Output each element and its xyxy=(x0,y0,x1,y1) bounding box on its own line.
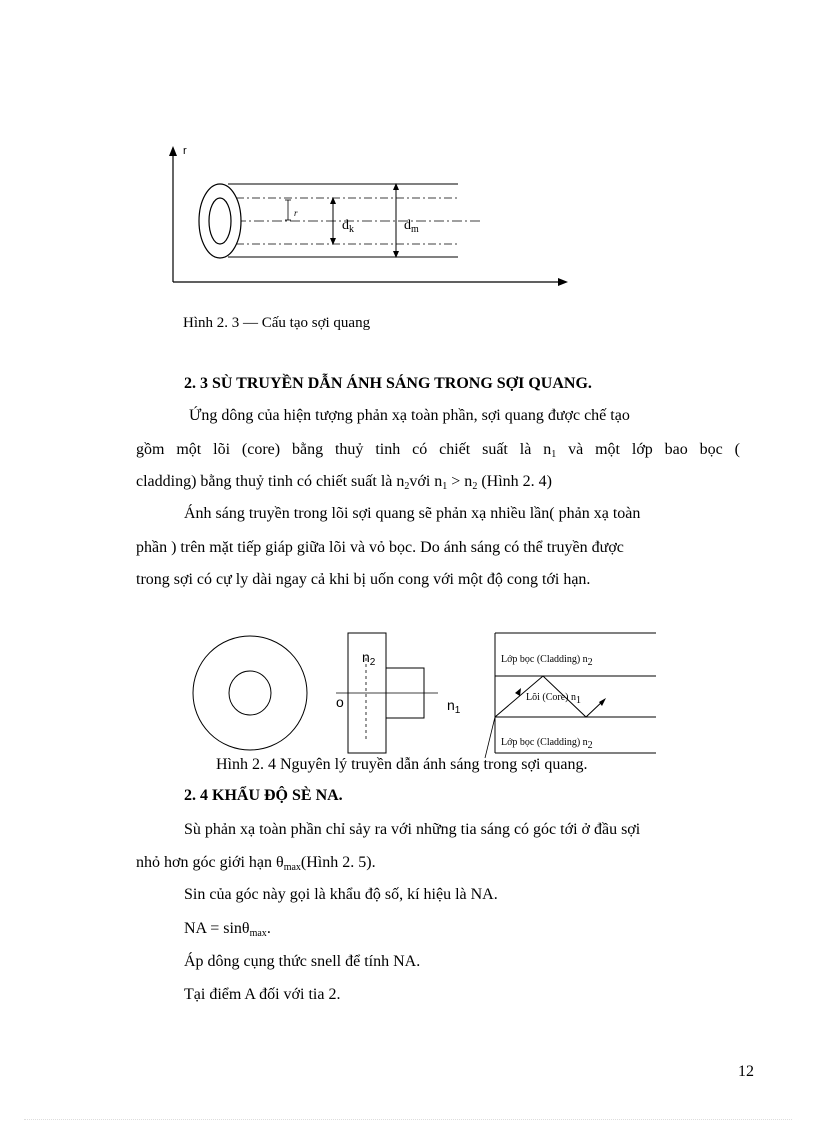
page-number: 12 xyxy=(738,1063,754,1080)
na-formula: NA = sinθ$_{max}$. xyxy=(184,920,271,939)
figure-2-3 xyxy=(150,140,580,300)
svg-text:r: r xyxy=(294,208,298,218)
cladding-top-label: Lớp bọc (Cladding) $n_2$ xyxy=(501,654,593,668)
origin-label: o xyxy=(336,694,344,710)
para-1-line-3: cladding) bằng thuỷ tinh có chiết suất là $n_2với$ $n_1 > n_2$ (Hình 2. 4) xyxy=(136,473,552,492)
n1-label: $n_1$ xyxy=(447,697,461,716)
para-2-line-2: phần ) trên mặt tiếp giáp giữa lõi và vỏ bọc. Do ánh sáng có thể truyền được xyxy=(136,539,624,556)
para-2-line-3: trong sợi có cự ly dài ngay cả khi bị uốn cong với một độ cong tới hạn. xyxy=(136,571,591,588)
para-2-line-1: Ánh sáng truyền trong lõi sợi quang sẽ phản xạ nhiều lần( phản xạ toàn xyxy=(184,505,641,522)
figure-2-3-caption: Hình 2. 3 — Cấu tạo sợi quang xyxy=(183,315,371,331)
na-line-3: Sin của góc này gọi là khẩu độ số, kí hiệu là NA. xyxy=(184,886,498,903)
n2-label: $n_2$ xyxy=(362,649,376,668)
section-2-4-heading: 2. 4 KHẨU ĐỘ SÈ NA. xyxy=(184,787,343,804)
page-bottom-rule xyxy=(24,1119,792,1120)
para-1-line-2: gồm một lõi (core) bằng thuỷ tinh có chiết suất là $n_1$ và một lớp bao bọc ( xyxy=(136,441,740,460)
dk-label: $d_k$ xyxy=(342,218,354,235)
na-line-2: nhỏ hơn góc giới hạn $\theta_{max}(Hình$ 2. 5). xyxy=(136,854,376,873)
na-line-6: Tại điểm A đối với tia 2. xyxy=(184,986,341,1003)
cladding-bottom-label: Lớp bọc (Cladding) $n_2$ xyxy=(501,737,593,751)
para-1-line-1: Ứng dông của hiện tượng phản xạ toàn phần, sợi quang được chế tạo xyxy=(189,407,630,424)
figure-2-4-caption: Hình 2. 4 Nguyên lý truyền dẫn ánh sáng trong sợi quang. xyxy=(216,756,588,773)
section-2-3-heading: 2. 3 SÙ TRUYỀN DẪN ÁNH SÁNG TRONG SỢI QUANG. xyxy=(184,375,592,392)
na-line-5: Áp dông cụng thức snell để tính NA. xyxy=(184,953,421,970)
figure-2-4 xyxy=(190,630,660,760)
core-label: Lõi (Core) $n_1$ xyxy=(526,692,581,706)
fiber-structure-diagram xyxy=(150,140,580,300)
axis-r-label: r xyxy=(183,145,187,157)
na-line-1: Sù phản xạ toàn phần chỉ sảy ra với những tia sáng có góc tới ở đầu sợi xyxy=(184,821,641,838)
dm-label: $d_m$ xyxy=(404,218,419,235)
